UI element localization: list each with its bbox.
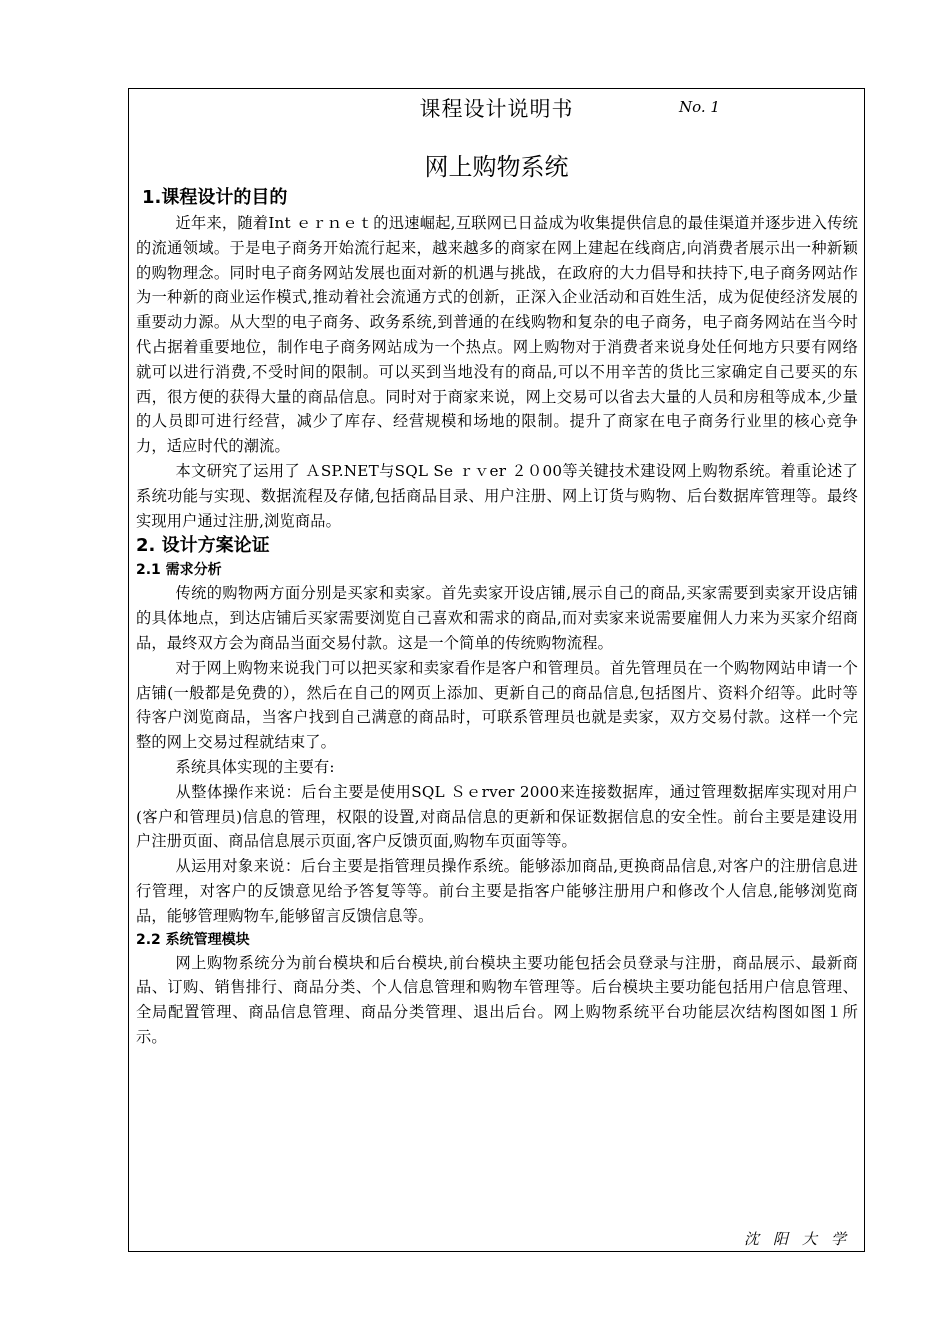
paragraph: 从整体操作来说：后台主要是使用SQL Ｓｅrver 2000来连接数据库，通过管理数据库实现对用户(客户和管理员)信息的管理，权限的设置,对商品信息的更新和保证数据信息的安全性。前台主要是建设用户注册页面、商品信息展示页面,客户反馈页面,购物车页面等等。 [136,782,858,851]
document-body [136,185,858,1050]
section-heading-2: 2. 设计方案论证 [136,535,270,557]
document-header [129,89,864,123]
university-footer: 沈阳大学 [743,1230,860,1248]
main-title: 网上购物系统 [424,153,569,181]
paragraph: 对于网上购物来说我门可以把买家和卖家看作是客户和管理员。首先管理员在一个购物网站申请一个店铺(一般都是免费的），然后在自己的网页上添加、更新自己的商品信息,包括图片、资料介绍等。此时等待客户浏览商品，当客户找到自己满意的商品时，可联系管理员也就是卖家，双方交易付款。这样一个完整的网上交易过程就结束了。 [136,658,858,752]
section-heading-1: 1.课程设计的目的 [142,187,288,208]
paragraph: 从运用对象来说：后台主要是指管理员操作系统。能够添加商品,更换商品信息,对客户的注册信息进行管理，对客户的反馈意见给予答复等等。前台主要是指客户能够注册用户和修改个人信息,能够浏览商品，能够管理购物车,能够留言反馈信息等。 [136,857,858,925]
paragraph: 系统具体实现的主要有: [175,757,335,776]
page-number: No. 1 [679,98,720,116]
subsection-heading-2-2: 2.2 系统管理模块 [136,931,250,948]
paragraph: 本文研究了运用了 ＡSP.NET与SQL Se ｒｖer ２０00等关键技术建设网上购物系统。着重论述了系统功能与实现、数据流程及存储,包括商品目录、用户注册、网上订货与购物、后台数据库管理等。最终实现用户通过注册,浏览商品。 [136,461,858,530]
paragraph: 传统的购物两方面分别是买家和卖家。首先卖家开设店铺,展示自己的商品,买家需要到卖家开设店铺的具体地点，到达店铺后买家需要浏览自己喜欢和需求的商品,而对卖家来说需要雇佣人力来为买家介绍商品，最终双方会为商品当面交易付款。这是一个简单的传统购物流程。 [136,584,858,652]
paragraph: 网上购物系统分为前台模块和后台模块,前台模块主要功能包括会员登录与注册，商品展示、最新商品、订购、销售排行、商品分类、个人信息管理和购物车管理等。后台模块主要功能包括用户信息管理、全局配置管理、商品信息管理、商品分类管理、退出后台。网上购物系统平台功能层次结构图如图１所示。 [136,953,858,1046]
paragraph: 近年来，随着Int ｅｒｎｅｔ的迅速崛起,互联网已日益成为收集提供信息的最佳渠道并逐步进入传统的流通领域。于是电子商务开始流行起来，越来越多的商家在网上建起在线商店,向消费者展示出一种新颖的购物理念。同时电子商务网站发展也面对新的机遇与挑战，在政府的大力倡导和扶持下,电子商务网站作为一种新的商业运作模式,推动着社会流通方式的创新，正深入企业活动和百姓生活，成为促使经济发展的重要动力源。从大型的电子商务、政务系统,到普通的在线购物和复杂的电子商务，电子商务网站在当今时代占据着重要地位，制作电子商务网站成为一个热点。网上购物对于消费者来说身处任何地方只要有网络就可以进行消费,不受时间的限制。可以买到当地没有的商品,可以不用辛苦的货比三家确定自己要买的东西，很方便的获得大量的商品信息。同时对于商家来说，网上交易可以省去大量的人员和房租等成本,少量的人员即可进行经营，减少了库存、经营规模和场地的限制。提升了商家在电子商务行业里的核心竞争力，适应时代的潮流。 [136,214,858,456]
subsection-heading-2-1: 2.1 需求分析 [136,562,222,579]
document-frame [128,88,865,1252]
document-title: 课程设计说明书 [419,97,574,121]
